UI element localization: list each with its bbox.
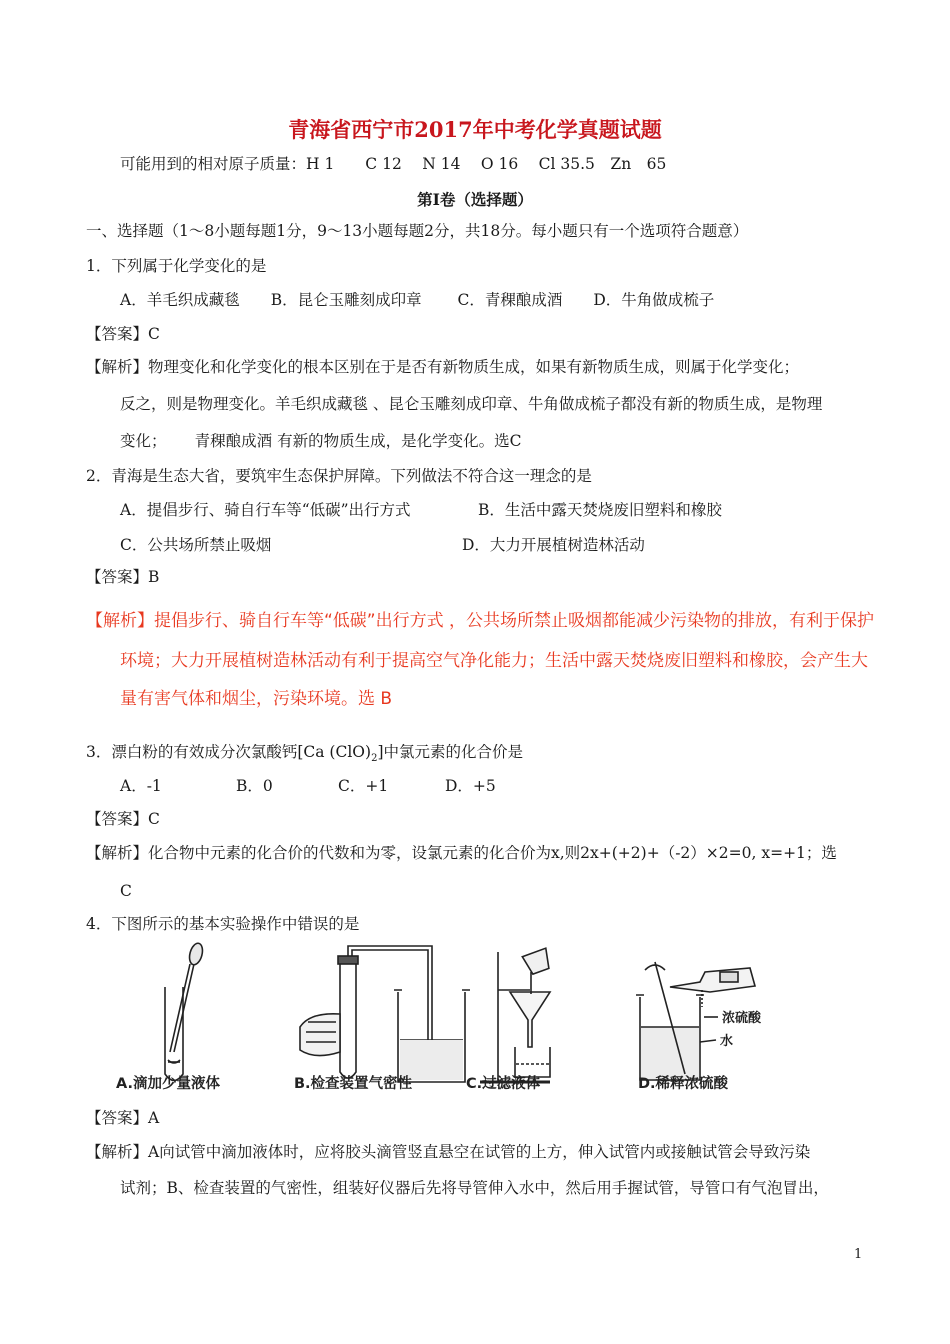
- caption-a: A.滴加少量液体: [116, 1076, 220, 1092]
- dropper-test-tube-illustration: [165, 942, 205, 1081]
- q3-option-b: B．0: [236, 777, 273, 795]
- q1-analysis-line: 【解析】物理变化和化学变化的根本区别在于是否有新物质生成，如果有新物质生成，则属于化学变化；: [86, 358, 800, 376]
- q3-stem: [86, 742, 523, 769]
- q3-stem-subscript: 2: [371, 753, 378, 765]
- q3-answer: 【答案】C: [86, 810, 160, 828]
- caption-b: B.检查装置气密性: [294, 1076, 413, 1092]
- q2-answer: 【答案】B: [86, 568, 160, 586]
- q3-analysis-line: 【解析】化合物中元素的化合价的代数和为零，设氯元素的化合价为x,则2x+(+2)+（-2）×2=0, x=+1；选: [86, 844, 837, 862]
- q1-analysis-line: 反之，则是物理变化。羊毛织成藏毯 、昆仑玉雕刻成印章、牛角做成梳子都没有新的物质生成，是物理: [120, 395, 823, 413]
- label-concentrated-acid: 浓硫酸: [722, 1011, 762, 1026]
- q3-option-a: A．-1: [120, 777, 162, 795]
- q3-stem-after: ]中氯元素的化合价是: [377, 743, 523, 761]
- airtightness-check-illustration: [300, 946, 470, 1082]
- q2-option-c: C．公共场所禁止吸烟: [120, 536, 272, 554]
- q2-option-a: A．提倡步行、骑自行车等“低碳”出行方式: [120, 501, 411, 519]
- q1-stem: 1．下列属于化学变化的是: [86, 257, 267, 275]
- caption-d: D.稀释浓硫酸: [638, 1076, 729, 1092]
- volume-heading: 第Ⅰ卷（选择题）: [417, 190, 533, 209]
- q2-analysis-line: 量有害气体和烟尘，污染环境。选 B: [120, 689, 393, 709]
- document-title: 青海省西宁市2017年中考化学真题试题: [288, 117, 662, 142]
- q3-option-c: C．+1: [338, 777, 389, 795]
- lab-operations-figure: [110, 942, 780, 1092]
- q2-analysis-line: 【解析】提倡步行、骑自行车等“低碳”出行方式 ，公共场所禁止吸烟都能减少污染物的排放，有利于保护: [86, 611, 875, 631]
- atomic-masses: 可能用到的相对原子质量：H 1 C 12 N 14 O 16 Cl 35.5 Zn 65: [120, 155, 667, 173]
- q3-analysis-line: C: [120, 882, 132, 900]
- q4-analysis-line: 【解析】A向试管中滴加液体时，应将胶头滴管竖直悬空在试管的上方，伸入试管内或接触试管会导致污染: [86, 1143, 811, 1161]
- label-water: 水: [720, 1034, 734, 1049]
- q2-option-d: D．大力开展植树造林活动: [462, 536, 645, 554]
- q4-analysis-line: 试剂；B、检查装置的气密性，组装好仪器后先将导管伸入水中，然后用手握试管，导管口有气泡冒出，: [120, 1179, 829, 1197]
- caption-c: C.过滤液体: [466, 1076, 541, 1092]
- q2-stem: 2．青海是生态大省，要筑牢生态保护屏障。下列做法不符合这一理念的是: [86, 467, 592, 485]
- filtration-illustration: [480, 948, 553, 1082]
- q1-options: A．羊毛织成藏毯 B．昆仑玉雕刻成印章 C．青稞酿成酒 D．牛角做成梳子: [120, 291, 715, 309]
- q1-analysis-line: 变化； 青稞酿成酒 有新的物质生成，是化学变化。选C: [120, 432, 522, 450]
- q2-option-b: B．生活中露天焚烧废旧塑料和橡胶: [478, 501, 722, 519]
- q4-stem: 4．下图所示的基本实验操作中错误的是: [86, 915, 360, 933]
- q4-answer: 【答案】A: [86, 1109, 160, 1127]
- q1-answer: 【答案】C: [86, 325, 160, 343]
- q3-option-d: D．+5: [445, 777, 496, 795]
- section-intro: 一、选择题（1～8小题每题1分，9～13小题每题2分，共18分。每小题只有一个选项符合题意）: [86, 222, 749, 240]
- q3-stem-before: 3．漂白粉的有效成分次氯酸钙[Ca (ClO): [86, 743, 372, 761]
- page-number: 1: [854, 1247, 863, 1262]
- q2-analysis-line: 环境；大力开展植树造林活动有利于提高空气净化能力；生活中露天焚烧废旧塑料和橡胶，会产生大: [120, 651, 868, 671]
